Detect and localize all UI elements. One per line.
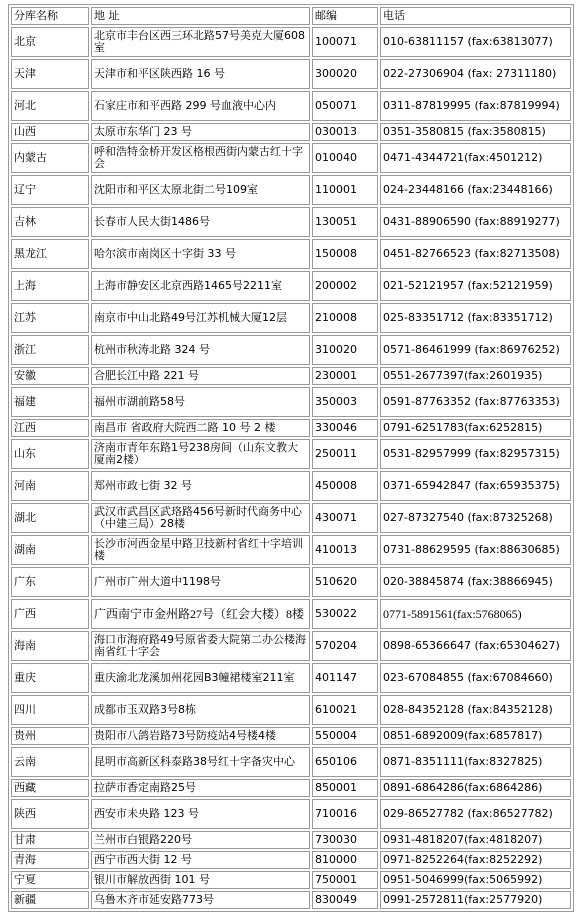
table-row [11,535,571,565]
phone-cell: 0451-82766523 (fax:82713508) [380,239,571,269]
address-cell: 昆明市高新区科泰路38号红十字备灾中心 [91,747,310,777]
header-row [11,7,571,25]
branch-name-cell: 江西 [11,419,89,437]
postcode-cell: 030013 [312,123,378,141]
phone-cell: 024-23448166 (fax:23448166) [380,175,571,205]
table-row [11,303,571,333]
address-cell: 太原市东华门 23 号 [91,123,310,141]
table-row [11,367,571,385]
address-cell: 西安市未央路 123 号 [91,799,310,829]
address-cell: 重庆渝北龙溪加州花园B3幢裙楼室211室 [91,663,310,693]
postcode-cell: 210008 [312,303,378,333]
branch-name-cell: 河北 [11,91,89,121]
branch-name-cell: 北京 [11,27,89,57]
phone-cell: 021-52121957 (fax:52121959) [380,271,571,301]
address-cell: 银川市解放西街 101 号 [91,871,310,889]
phone-cell: 0471-4344721(fax:4501212) [380,143,571,173]
header-phone: 电话 [380,7,571,25]
phone-cell: 0791-6251783(fax:6252815) [380,419,571,437]
phone-cell: 0591-87763352 (fax:87763353) [380,387,571,417]
table-row [11,747,571,777]
branch-name-cell: 甘肃 [11,831,89,849]
branch-name-cell: 重庆 [11,663,89,693]
postcode-cell: 130051 [312,207,378,237]
branch-name-cell: 湖北 [11,503,89,533]
address-cell: 长沙市河西金星中路卫技新村省红十字培训楼 [91,535,310,565]
header-branch: 分库名称 [11,7,89,25]
phone-cell: 0531-82957999 (fax:82957315) [380,439,571,469]
postcode-cell: 430071 [312,503,378,533]
address-cell: 武汉市武昌区武珞路456号新时代商务中心（中建三局）28楼 [91,503,310,533]
phone-cell: 028-84352128 (fax:84352128) [380,695,571,725]
postcode-cell: 230001 [312,367,378,385]
postcode-cell: 550004 [312,727,378,745]
phone-cell: 0551-2677397(fax:2601935) [380,367,571,385]
table-row [11,271,571,301]
postcode-cell: 330046 [312,419,378,437]
postcode-cell: 710016 [312,799,378,829]
table-row [11,123,571,141]
table-row [11,419,571,437]
branch-name-cell: 云南 [11,747,89,777]
table-header [11,7,571,25]
table-row [11,59,571,89]
phone-cell: 0431-88906590 (fax:88919277) [380,207,571,237]
branch-name-cell: 安徽 [11,367,89,385]
phone-cell: 0891-6864286(fax:6864286) [380,779,571,797]
postcode-cell: 650106 [312,747,378,777]
header-postcode: 邮编 [312,7,378,25]
phone-cell: 0991-2572811(fax:2577920) [380,891,571,909]
branch-name-cell: 山东 [11,439,89,469]
postcode-cell: 610021 [312,695,378,725]
phone-cell: 0571-86461999 (fax:86976252) [380,335,571,365]
branch-name-cell: 山西 [11,123,89,141]
postcode-cell: 401147 [312,663,378,693]
address-cell: 南昌市 省政府大院西二路 10 号 2 楼 [91,419,310,437]
postcode-cell: 010040 [312,143,378,173]
table-row [11,599,571,629]
address-cell: 南京市中山北路49号江苏机械大厦12层 [91,303,310,333]
phone-cell: 0351-3580815 (fax:3580815) [380,123,571,141]
branch-name-cell: 辽宁 [11,175,89,205]
address-cell: 呼和浩特金桥开发区格根西街内蒙古红十字会 [91,143,310,173]
address-cell: 长春市人民大街1486号 [91,207,310,237]
branch-name-cell: 湖南 [11,535,89,565]
phone-cell: 020-38845874 (fax:38866945) [380,567,571,597]
table-row [11,567,571,597]
phone-cell: 0371-65942847 (fax:65935375) [380,471,571,501]
table-row [11,387,571,417]
address-cell: 石家庄市和平西路 299 号血液中心内 [91,91,310,121]
table-row [11,727,571,745]
address-cell: 哈尔滨市南岗区十字街 33 号 [91,239,310,269]
branch-name-cell: 西藏 [11,779,89,797]
postcode-cell: 450008 [312,471,378,501]
branch-name-cell: 天津 [11,59,89,89]
table-row [11,335,571,365]
address-cell: 天津市和平区陕西路 16 号 [91,59,310,89]
phone-cell: 010-63811157 (fax:63813077) [380,27,571,57]
phone-cell: 0851-6892009(fax:6857817) [380,727,571,745]
phone-cell: 0971-8252264(fax:8252292) [380,851,571,869]
address-cell: 广州市广州大道中1198号 [91,567,310,597]
phone-cell: 0931-4818207(fax:4818207) [380,831,571,849]
branch-name-cell: 广西 [11,599,89,629]
postcode-cell: 200002 [312,271,378,301]
phone-cell: 023-67084855 (fax:67084660) [380,663,571,693]
table-row [11,207,571,237]
address-cell: 广西南宁市金州路27号（红会大楼）8楼 [91,599,310,629]
branch-name-cell: 江苏 [11,303,89,333]
postcode-cell: 570204 [312,631,378,661]
branch-name-cell: 贵州 [11,727,89,745]
branch-name-cell: 宁夏 [11,871,89,889]
address-cell: 兰州市白银路220号 [91,831,310,849]
address-cell: 成都市玉双路3号8栋 [91,695,310,725]
address-cell: 福州市湖前路58号 [91,387,310,417]
phone-cell: 0311-87819995 (fax:87819994) [380,91,571,121]
branch-name-cell: 广东 [11,567,89,597]
table-row [11,471,571,501]
table-row [11,27,571,57]
branch-name-cell: 海南 [11,631,89,661]
branch-name-cell: 浙江 [11,335,89,365]
table-row [11,91,571,121]
postcode-cell: 250011 [312,439,378,469]
branch-name-cell: 上海 [11,271,89,301]
table-row [11,891,571,909]
address-cell: 西宁市西大街 12 号 [91,851,310,869]
table-body [11,27,571,909]
table-row [11,439,571,469]
phone-cell: 0898-65366647 (fax:65304627) [380,631,571,661]
address-cell: 贵阳市八鸽岩路73号防疫站4号楼4楼 [91,727,310,745]
address-cell: 乌鲁木齐市延安路773号 [91,891,310,909]
postcode-cell: 750001 [312,871,378,889]
table-row [11,631,571,661]
table-row [11,799,571,829]
branch-name-cell: 青海 [11,851,89,869]
table-row [11,871,571,889]
table-row [11,831,571,849]
phone-cell: 0731-88629595 (fax:88630685) [380,535,571,565]
postcode-cell: 100071 [312,27,378,57]
branch-name-cell: 新疆 [11,891,89,909]
address-cell: 海口市海府路49号原省委大院第二办公楼海南省红十字会 [91,631,310,661]
phone-cell: 0951-5046999(fax:5065992) [380,871,571,889]
postcode-cell: 510620 [312,567,378,597]
phone-cell: 025-83351712 (fax:83351712) [380,303,571,333]
branch-name-cell: 吉林 [11,207,89,237]
branch-table [8,4,574,912]
header-address: 地 址 [91,7,310,25]
postcode-cell: 050071 [312,91,378,121]
phone-cell: 029-86527782 (fax:86527782) [380,799,571,829]
table-row [11,779,571,797]
postcode-cell: 310020 [312,335,378,365]
branch-name-cell: 河南 [11,471,89,501]
branch-name-cell: 陕西 [11,799,89,829]
table-row [11,239,571,269]
address-cell: 郑州市政七街 32 号 [91,471,310,501]
table-row [11,663,571,693]
phone-cell: 0771-5891561(fax:5768065) [380,599,571,629]
address-cell: 上海市静安区北京西路1465号2211室 [91,271,310,301]
branch-name-cell: 福建 [11,387,89,417]
branch-name-cell: 黑龙江 [11,239,89,269]
address-cell: 杭州市秋涛北路 324 号 [91,335,310,365]
address-cell: 合肥长江中路 221 号 [91,367,310,385]
address-cell: 济南市青年东路1号238房间（山东文教大厦南2楼） [91,439,310,469]
postcode-cell: 810000 [312,851,378,869]
postcode-cell: 850001 [312,779,378,797]
postcode-cell: 150008 [312,239,378,269]
postcode-cell: 110001 [312,175,378,205]
postcode-cell: 410013 [312,535,378,565]
table-row [11,143,571,173]
table-row [11,175,571,205]
table-row [11,695,571,725]
address-cell: 拉萨市香定南路25号 [91,779,310,797]
address-cell: 北京市丰台区西三环北路57号美克大厦608室 [91,27,310,57]
postcode-cell: 350003 [312,387,378,417]
postcode-cell: 300020 [312,59,378,89]
branch-name-cell: 四川 [11,695,89,725]
table-row [11,503,571,533]
branch-name-cell: 内蒙古 [11,143,89,173]
postcode-cell: 830049 [312,891,378,909]
phone-cell: 022-27306904 (fax: 27311180) [380,59,571,89]
table-row [11,851,571,869]
phone-cell: 0871-8351111(fax:8327825) [380,747,571,777]
branch-directory [8,4,574,912]
phone-cell: 027-87327540 (fax:87325268) [380,503,571,533]
postcode-cell: 730030 [312,831,378,849]
postcode-cell: 530022 [312,599,378,629]
address-cell: 沈阳市和平区太原北街二号109室 [91,175,310,205]
